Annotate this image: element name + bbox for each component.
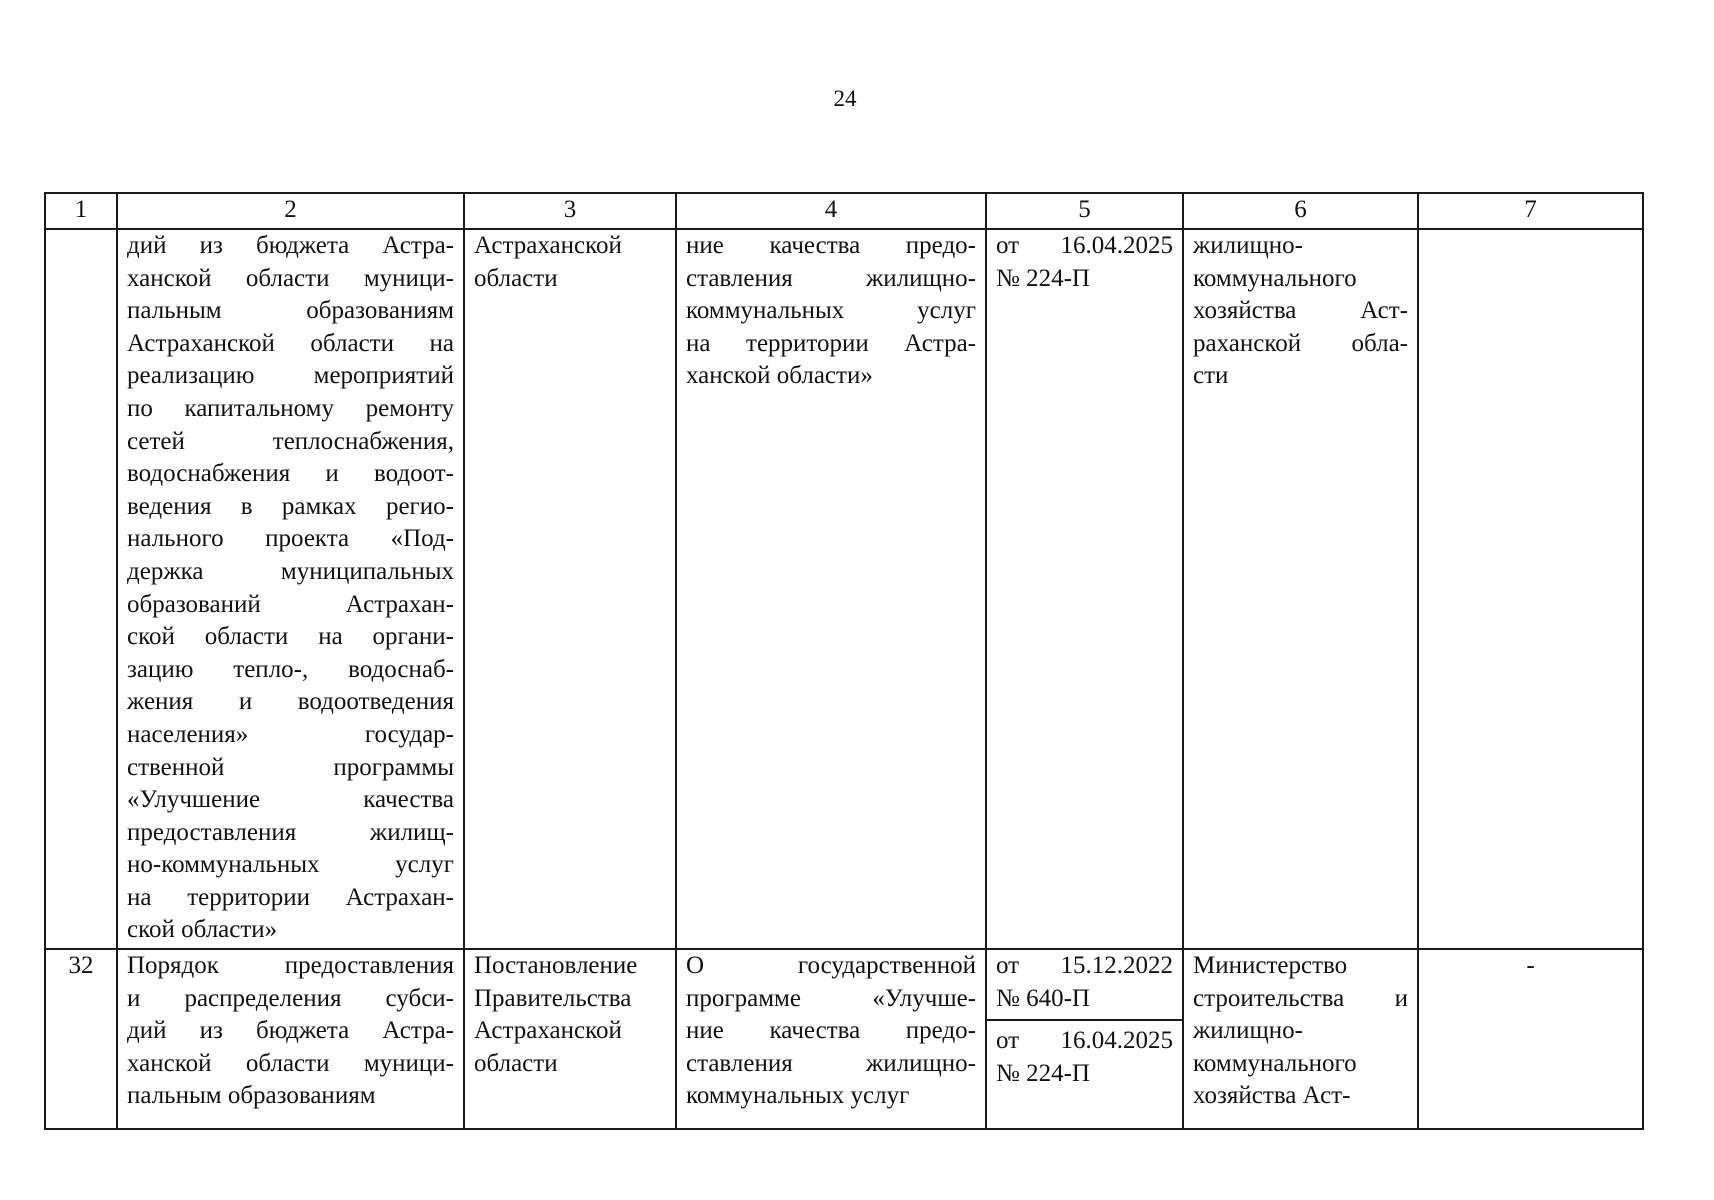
text-line: жения и водоотведения <box>127 688 454 716</box>
text-line: коммунального <box>1193 1049 1357 1077</box>
text-line: коммунальных услуг <box>686 297 976 325</box>
text-line: и распределения субси- <box>127 984 454 1012</box>
text-line: дий из бюджета Астра- <box>127 1017 454 1045</box>
text-line: населения» государ- <box>127 720 454 748</box>
document-date-cell <box>986 229 1183 949</box>
table-row-continuation <box>45 229 1643 949</box>
text-line: строительства и <box>1193 984 1408 1012</box>
text-line: О государственной <box>686 952 976 979</box>
text-line: Министерство <box>1193 952 1348 979</box>
text-line: от 15.12.2022 <box>996 952 1173 979</box>
text-line: «Улучшение качества <box>127 786 454 814</box>
text-line: ставления жилищно- <box>686 264 976 292</box>
text-line: коммунального <box>1193 264 1357 292</box>
document-name-cell <box>117 229 464 949</box>
document-date-amendment <box>987 1021 1182 1090</box>
table-row-32 <box>45 949 1643 1129</box>
text-line: Астраханской <box>474 232 622 259</box>
document-table <box>44 192 1644 1130</box>
text-line: водоснабжения и водоот- <box>127 460 454 488</box>
text-line: образований Астрахан- <box>127 590 454 618</box>
header-col-4: 4 <box>676 193 986 229</box>
text-line: жилищно- <box>1193 232 1303 259</box>
document-date-cell <box>986 949 1183 1129</box>
text-line: № 224-П <box>996 1059 1090 1087</box>
header-col-3: 3 <box>464 193 676 229</box>
text-line: ханской области муници- <box>127 1049 454 1077</box>
text-line: по капитальному ремонту <box>127 394 454 422</box>
header-col-6: 6 <box>1183 193 1418 229</box>
text-line: реализацию мероприятий <box>127 362 454 390</box>
header-col-5: 5 <box>986 193 1183 229</box>
header-row <box>45 193 1643 229</box>
text-line: ние качества предо- <box>686 1017 976 1045</box>
text-line: Порядок предоставления <box>127 952 454 979</box>
document-type-cell <box>464 229 676 949</box>
document-title-cell <box>676 229 986 949</box>
text-line: от 16.04.2025 <box>996 232 1173 259</box>
text-line: предоставления жилищ- <box>127 818 454 846</box>
text-line: коммунальных услуг <box>686 1082 910 1110</box>
text-line: сетей теплоснабжения, <box>127 427 454 455</box>
text-line: Постановление <box>474 952 638 979</box>
text-line: № 224-П <box>996 264 1090 292</box>
text-line: ственной программы <box>127 753 454 781</box>
responsible-body-cell <box>1183 229 1418 949</box>
header-col-7: 7 <box>1418 193 1643 229</box>
text-line: Астраханской <box>474 1017 622 1045</box>
text-line: нального проекта «Под- <box>127 525 454 553</box>
document-title-cell <box>676 949 986 1129</box>
text-line: но-коммунальных услуг <box>127 851 454 879</box>
text-line: сти <box>1193 362 1229 390</box>
text-line: пальным образованиям <box>127 297 454 325</box>
text-line: ние качества предо- <box>686 232 976 259</box>
header-col-2: 2 <box>117 193 464 229</box>
note-cell: - <box>1418 949 1643 1129</box>
document-type-cell <box>464 949 676 1129</box>
text-line: Астраханской области на <box>127 329 454 357</box>
text-line: держка муниципальных <box>127 557 454 585</box>
row-number-cell <box>45 229 117 949</box>
document-date-original <box>987 950 1182 1021</box>
note-cell <box>1418 229 1643 949</box>
header-col-1: 1 <box>45 193 117 229</box>
text-line: жилищно- <box>1193 1017 1303 1045</box>
text-line: зацию тепло-, водоснаб- <box>127 655 454 683</box>
text-line: на территории Астра- <box>686 329 976 357</box>
text-line: дий из бюджета Астра- <box>127 232 454 259</box>
page-number: 24 <box>833 86 857 111</box>
responsible-body-cell <box>1183 949 1418 1129</box>
text-line: хозяйства Аст- <box>1193 297 1408 325</box>
text-line: хозяйства Аст- <box>1193 1082 1351 1110</box>
text-line: ской области» <box>127 916 278 944</box>
text-line: области <box>474 1049 558 1077</box>
text-line: ханской области муници- <box>127 264 454 292</box>
text-line: ставления жилищно- <box>686 1049 976 1077</box>
text-line: ханской области» <box>686 362 873 390</box>
text-line: от 16.04.2025 <box>996 1027 1173 1055</box>
text-line: Правительства <box>474 984 632 1012</box>
text-line: программе «Улучше- <box>686 984 976 1012</box>
text-line: № 640-П <box>996 984 1090 1012</box>
text-line: пальным образованиям <box>127 1082 376 1110</box>
text-line: области <box>474 264 558 292</box>
text-line: раханской обла- <box>1193 329 1408 357</box>
row-number-cell: 32 <box>45 949 117 1129</box>
text-line: на территории Астрахан- <box>127 883 454 911</box>
text-line: ской области на органи- <box>127 623 454 651</box>
document-name-cell <box>117 949 464 1129</box>
text-line: ведения в рамках регио- <box>127 492 454 520</box>
